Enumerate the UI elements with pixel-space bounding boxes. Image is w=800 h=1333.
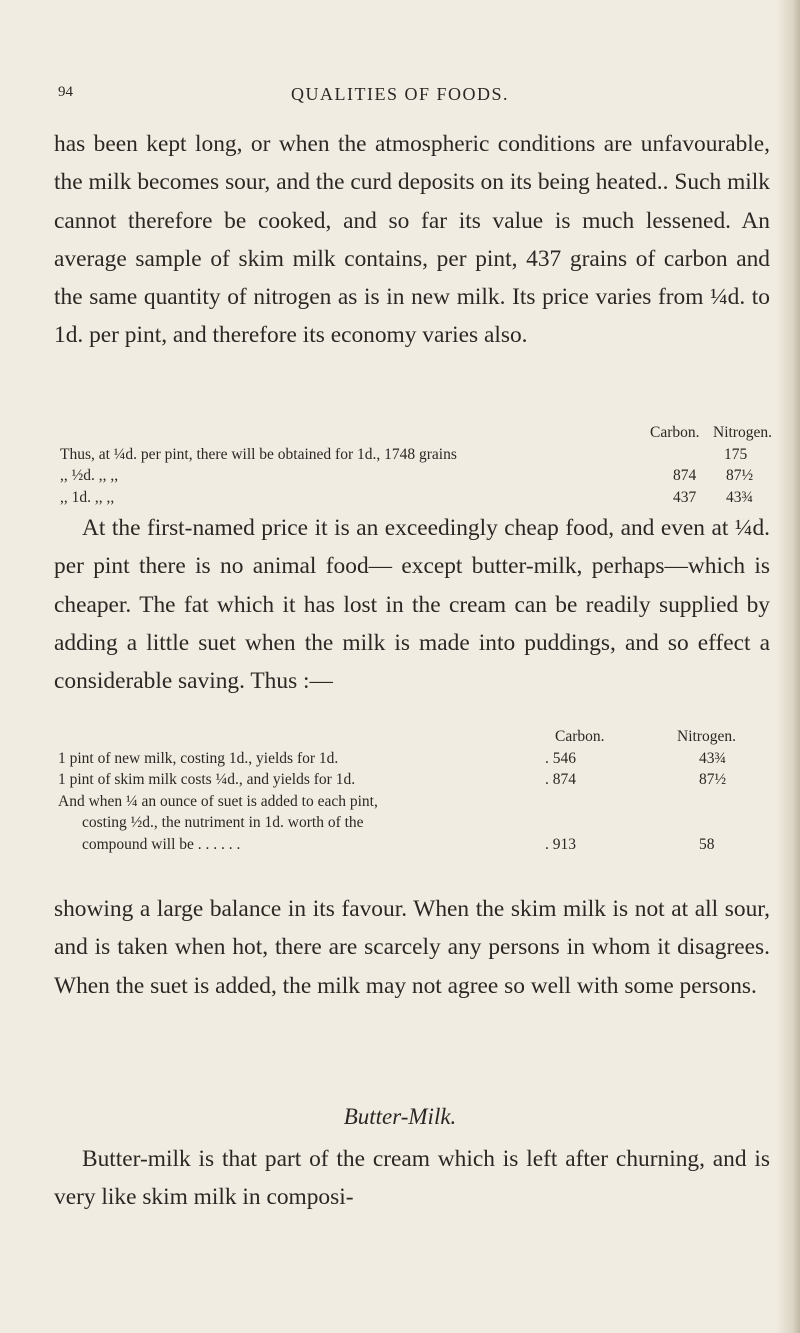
row-label: And when ¼ an ounce of suet is added to each pint, <box>58 792 378 810</box>
nitrogen-value: 87½ <box>699 771 727 788</box>
paragraph-cheap-food: At the first-named price it is an exceedingly cheap food, and even at ¼d. per pint there is no animal food— except butter-milk, perhaps—which is cheaper. The fat which it has lost in the cream can be readily supplied by adding a little suet when the milk is made into puddings, and so effect a considerable saving. Thus :— <box>54 515 770 695</box>
table-row <box>58 834 768 856</box>
nitrogen-value: 43¾ <box>699 749 727 767</box>
table-row <box>60 444 760 466</box>
row-label: ,, ½d. ,, ,, <box>60 467 119 484</box>
table-row <box>58 769 768 791</box>
paragraph-skim-milk: has been kept long, or when the atmospheric conditions are unfavourable, the milk becomes sour, and the curd deposits on its being heated.. Such milk cannot therefore be cooked, and so far its value is much lessened. An average sample of skim milk contains, per pint, 437 grains of carbon and the same quantity of nitrogen as is in new milk. Its price varies from ¼d. to 1d. per pint, and therefore its economy varies also. <box>54 131 770 349</box>
paragraph-butter-milk: Butter-milk is that part of the cream which is left after churning, and is very like skim milk in composi- <box>54 1146 770 1211</box>
section-title: Butter-Milk. <box>343 1104 457 1129</box>
row-label: compound will be . . . . . . <box>82 835 241 853</box>
page-edge-shadow <box>776 0 800 1333</box>
nitrogen-value: 87½ <box>726 467 754 484</box>
row-label: 1 pint of new milk, costing 1d., yields for 1d. <box>58 749 339 767</box>
nitrogen-value: 43¾ <box>726 488 754 506</box>
paragraph-balance: showing a large balance in its favour. When the skim milk is not at all sour, and is taken when hot, there are scarcely any persons in whom it disagrees. When the suet is added, the milk may not agree so well with some persons. <box>54 896 770 999</box>
row-label: 1 pint of skim milk costs ¼d., and yields for 1d. <box>58 771 356 788</box>
table-skim-milk-economy <box>60 422 772 508</box>
column-header-nitrogen: Nitrogen. <box>713 424 772 441</box>
row-label: Thus, at ¼d. per pint, there will be obtained for 1d., 1748 grains <box>60 445 457 463</box>
table-row <box>60 487 760 509</box>
carbon-value: . 874 <box>545 771 576 788</box>
table-nutriment-comparison <box>58 726 768 855</box>
table-header-row <box>60 422 772 444</box>
column-header-carbon: Carbon. <box>555 728 605 745</box>
table-row <box>58 748 768 770</box>
carbon-value: 437 <box>673 488 697 506</box>
carbon-value: . 546 <box>545 749 576 767</box>
table-row <box>60 465 760 487</box>
table-row <box>58 791 768 813</box>
table-header-row <box>58 726 768 748</box>
row-label: costing ½d., the nutriment in 1d. worth of the <box>82 814 364 831</box>
running-head: QUALITIES OF FOODS. <box>290 84 509 104</box>
nitrogen-value: 175 <box>724 445 748 463</box>
page-number: 94 <box>58 84 73 100</box>
column-header-carbon: Carbon. <box>650 424 700 441</box>
carbon-value: 874 <box>673 467 697 484</box>
table-row <box>58 812 768 834</box>
column-header-nitrogen: Nitrogen. <box>677 728 736 745</box>
carbon-value: . 913 <box>545 835 576 853</box>
nitrogen-value: 58 <box>699 835 715 853</box>
row-label: ,, 1d. ,, ,, <box>60 488 115 506</box>
